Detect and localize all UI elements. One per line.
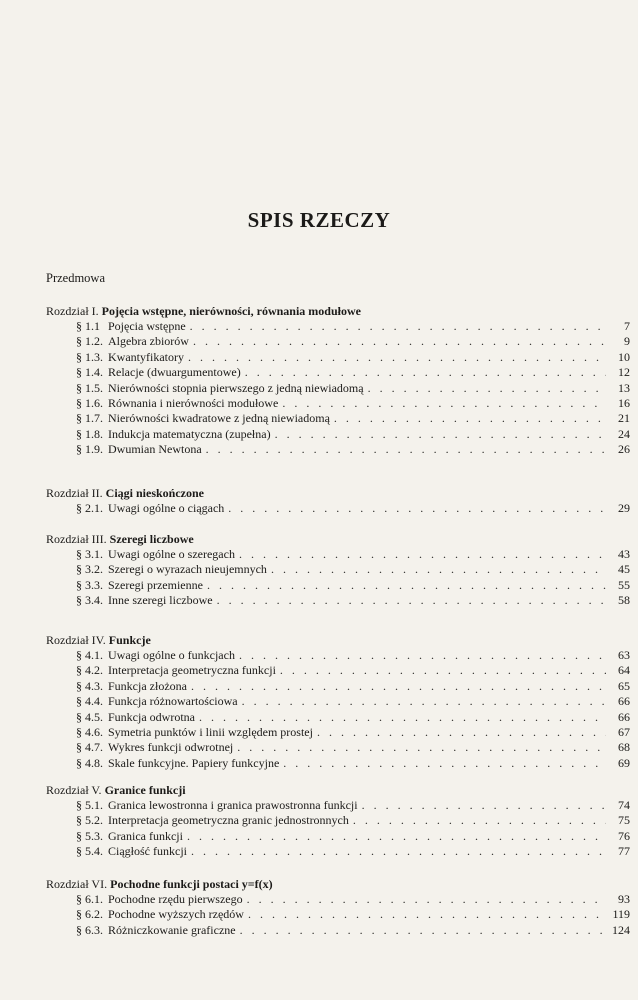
chapter-section [46,485,630,516]
section-title: Nierówności stopnia pierwszego z jedną niewiadomą [108,380,364,395]
page-number: 76 [618,828,630,843]
section-title: Indukcja matematyczna (zupełna) [108,426,271,441]
section-number: § 1.1 [76,319,100,333]
section-number: § 3.3. [76,577,103,592]
chapter-prefix: Rozdział III. [46,532,107,546]
toc-entry[interactable] [46,907,630,922]
section-title: Różniczkowanie graficzne [108,922,236,937]
toc-entry[interactable] [46,923,630,938]
section-title: Nierówności kwadratowe z jedną niewiadomą [108,411,330,426]
page-number: 66 [618,694,630,709]
dot-leader [188,350,606,365]
section-title: Uwagi ogólne o szeregach [108,547,235,561]
section-title: Pochodne wyższych rzędów [108,907,244,922]
toc-entry[interactable] [46,562,630,577]
toc-entry[interactable] [46,844,630,859]
page-number: 66 [618,709,630,724]
chapter-section [46,531,630,609]
section-number: § 3.2. [76,562,103,577]
page-number: 21 [618,411,630,426]
page-number: 55 [618,577,630,592]
page-number: 45 [618,562,630,577]
page-title: SPIS RZECZY [247,208,391,232]
toc-entry[interactable] [46,679,630,694]
toc-entry[interactable] [46,725,630,740]
dot-leader [191,679,606,694]
dot-leader [199,710,606,725]
section-title: Szeregi o wyrazach nieujemnych [108,562,267,577]
section-title: Funkcja odwrotna [108,709,195,724]
dot-leader [228,501,606,516]
chapter-title: Pojęcia wstępne, nierówności, równania modułowe [101,304,361,318]
toc-entry[interactable] [46,648,630,663]
dot-leader [217,593,606,608]
dot-leader [242,694,606,709]
toc-entry[interactable] [46,593,630,608]
dot-leader [282,396,606,411]
page-number: 16 [618,395,630,410]
toc-entry[interactable] [46,798,630,813]
dot-leader [247,892,606,907]
page-number: 65 [618,678,630,693]
section-title: Granica funkcji [108,828,183,843]
section-number: § 5.1. [76,798,103,812]
toc-entry[interactable] [46,578,630,593]
toc-entry[interactable] [46,365,630,380]
section-number: § 6.2. [76,907,103,922]
section-number: § 4.4. [76,694,103,709]
section-number: § 4.3. [76,678,103,693]
page-number: 69 [618,755,630,770]
section-number: § 4.7. [76,740,103,755]
section-number: § 3.1. [76,547,103,561]
section-title: Granica lewostronna i granica prawostronna funkcji [108,798,358,812]
section-number: § 1.6. [76,395,103,410]
toc-entry[interactable] [46,829,630,844]
dot-leader [271,562,606,577]
dot-leader [239,648,606,663]
chapter-section [46,632,630,771]
section-title: Funkcja różnowartościowa [108,694,238,709]
page-number: 75 [618,813,630,828]
toc-entry[interactable] [46,892,630,907]
chapter-heading [46,782,630,798]
page-number: 13 [618,380,630,395]
toc-entry[interactable] [46,411,630,426]
dot-leader [368,381,606,396]
section-title: Interpretacja geometryczna granic jednostronnych [108,813,349,828]
section-title: Interpretacja geometryczna funkcji [108,663,276,678]
dot-leader [245,365,606,380]
toc-entry[interactable] [46,319,630,334]
chapter-prefix: Rozdział IV. [46,633,106,647]
toc-entry[interactable] [46,501,630,516]
chapter-title: Pochodne funkcji postaci y=f(x) [110,877,273,891]
toc-entry[interactable] [46,663,630,678]
section-title: Algebra zbiorów [108,334,189,349]
section-number: § 4.5. [76,709,103,724]
dot-leader [190,319,606,334]
toc-entry[interactable] [46,350,630,365]
section-title: Pochodne rzędu pierwszego [108,892,243,906]
dot-leader [187,829,606,844]
dot-leader [237,740,606,755]
chapter-prefix: Rozdział I. [46,304,99,318]
page-number: 58 [618,593,630,608]
section-title: Kwantyfikatory [108,349,184,364]
dot-leader [191,844,606,859]
toc-entry[interactable] [46,427,630,442]
chapter-section [46,876,630,938]
section-number: § 1.3. [76,349,103,364]
toc-entry[interactable] [46,334,630,349]
chapter-section [46,303,630,458]
dot-leader [334,411,606,426]
page-number: 68 [618,740,630,755]
chapter-prefix: Rozdział VI. [46,877,108,891]
section-title: Pojęcia wstępne [108,319,186,333]
section-number: § 5.2. [76,813,103,828]
dot-leader [206,442,606,457]
chapter-title: Ciągi nieskończone [105,486,204,500]
chapter-heading [46,632,630,648]
page-number: 74 [618,798,630,812]
toc-entry[interactable] [46,694,630,709]
toc-entry[interactable] [46,710,630,725]
section-title: Wykres funkcji odwrotnej [108,740,234,755]
page-number: 9 [624,334,630,349]
section-number: § 1.4. [76,365,103,380]
section-title: Dwumian Newtona [108,442,202,457]
toc-entry[interactable] [46,442,630,457]
preface-label: Przedmowa [46,271,106,285]
section-number: § 4.6. [76,724,103,739]
chapter-title: Granice funkcji [104,783,186,797]
section-number: § 2.1. [76,501,103,515]
page-number: 24 [618,426,630,441]
section-number: § 1.8. [76,426,103,441]
section-title: Uwagi ogólne o ciągach [108,501,225,515]
page-number: 43 [618,547,630,561]
section-title: Skale funkcyjne. Papiery funkcyjne [108,755,280,770]
page-number: 10 [618,349,630,364]
section-title: Ciągłość funkcji [108,844,187,859]
page-number: 12 [618,365,630,380]
page-number: 7 [624,319,630,333]
chapter-section [46,782,630,860]
section-title: Funkcja złożona [108,678,187,693]
dot-leader [240,923,606,938]
page-number: 93 [618,892,630,906]
dot-leader [362,798,606,813]
section-number: § 5.4. [76,844,103,859]
section-number: § 5.3. [76,828,103,843]
toc-entry[interactable] [46,381,630,396]
section-title: Szeregi przemienne [108,577,203,592]
page-number: 26 [618,442,630,457]
page-number: 124 [612,922,630,937]
dot-leader [193,334,606,349]
page-number: 29 [618,501,630,515]
dot-leader [239,547,606,562]
toc-entry[interactable] [46,813,630,828]
chapter-heading [46,876,630,892]
page-number: 64 [618,663,630,678]
section-number: § 6.3. [76,922,103,937]
toc-entry[interactable] [46,547,630,562]
section-number: § 1.7. [76,411,103,426]
section-number: § 4.2. [76,663,103,678]
chapter-heading [46,485,630,501]
chapter-heading [46,303,630,319]
dot-leader [275,427,606,442]
dot-leader [280,663,606,678]
section-number: § 6.1. [76,892,103,906]
section-number: § 4.1. [76,648,103,662]
page-number: 63 [618,648,630,662]
section-title: Symetria punktów i linii względem prostej [108,724,313,739]
chapter-prefix: Rozdział II. [46,486,103,500]
section-number: § 1.5. [76,380,103,395]
section-number: § 1.9. [76,442,103,457]
section-title: Uwagi ogólne o funkcjach [108,648,235,662]
page-number: 67 [618,724,630,739]
chapter-heading [46,531,630,547]
toc-entry[interactable] [46,396,630,411]
chapter-title: Szeregi liczbowe [109,532,194,546]
toc-entry[interactable] [46,740,630,755]
chapter-title: Funkcje [108,633,151,647]
dot-leader [353,813,606,828]
section-number: § 4.8. [76,755,103,770]
dot-leader [283,756,606,771]
chapter-prefix: Rozdział V. [46,783,102,797]
dot-leader [317,725,606,740]
section-title: Inne szeregi liczbowe [108,593,213,608]
dot-leader [248,907,606,922]
section-title: Relacje (dwuargumentowe) [108,365,241,380]
page-number: 77 [618,844,630,859]
section-number: § 3.4. [76,593,103,608]
dot-leader [207,578,606,593]
page-number: 119 [612,907,630,922]
section-title: Równania i nierówności modułowe [108,395,279,410]
section-number: § 1.2. [76,334,103,349]
toc-entry[interactable] [46,756,630,771]
